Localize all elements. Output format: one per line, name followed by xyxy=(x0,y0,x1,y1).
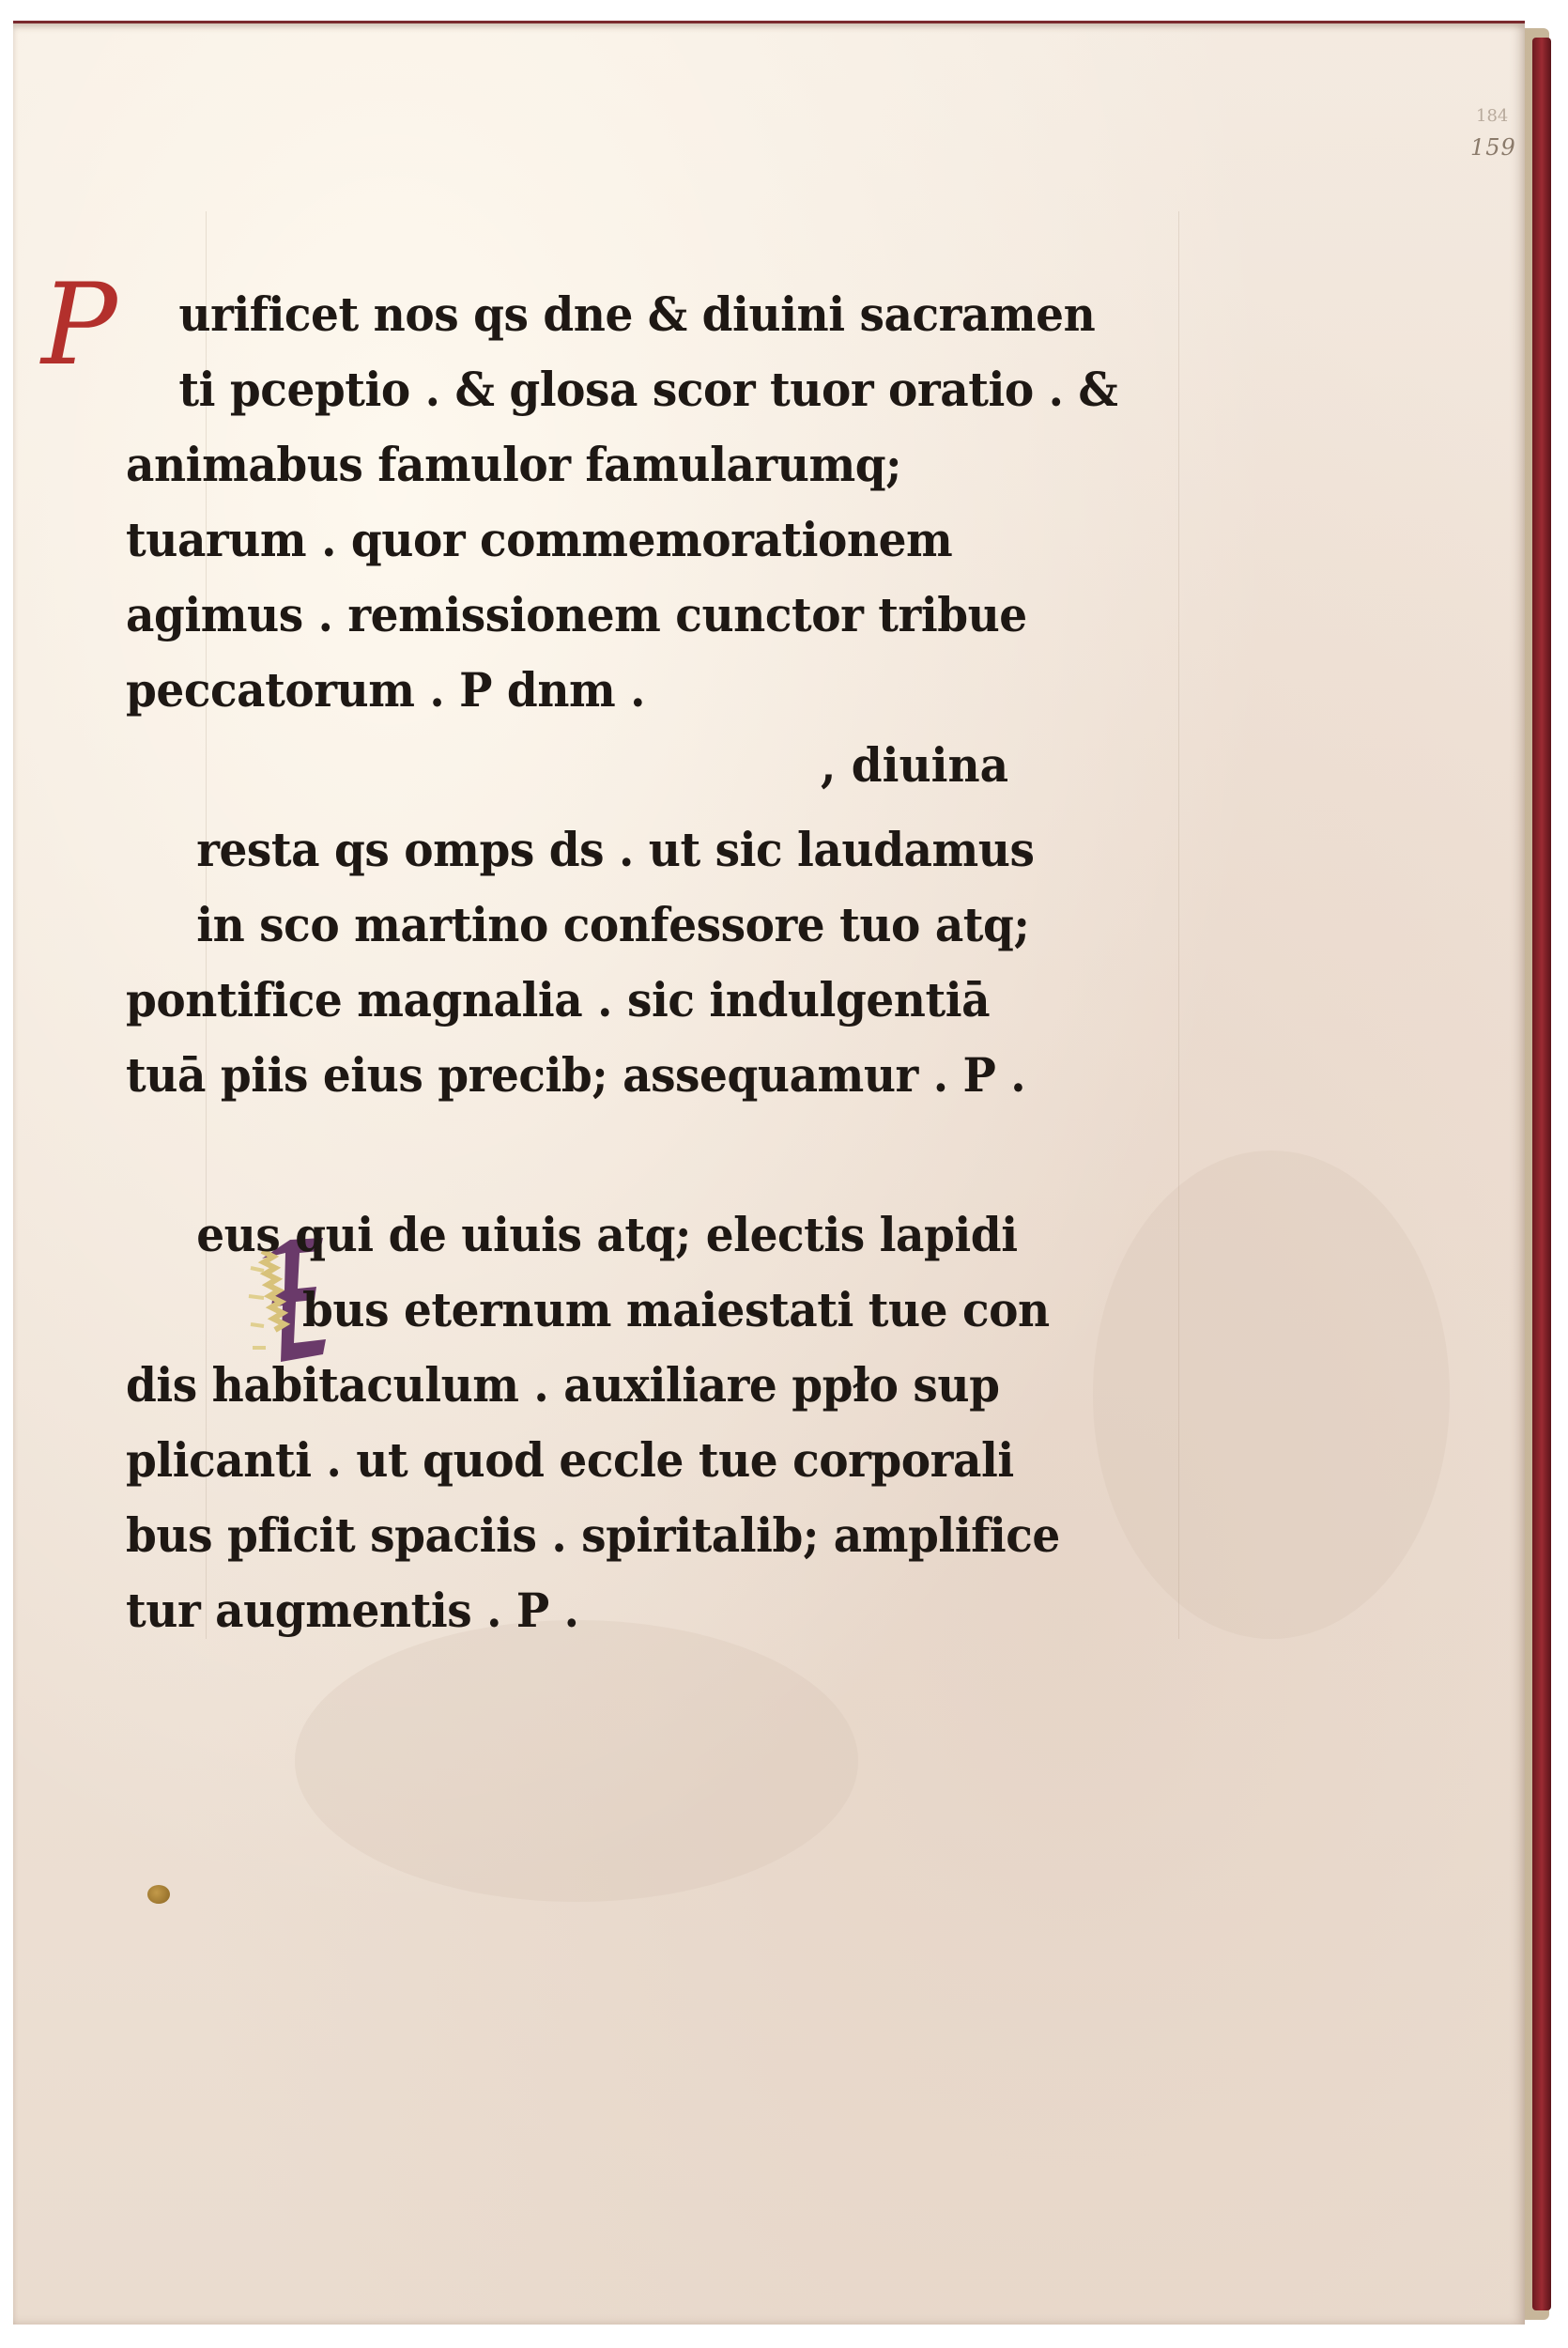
prayer-paragraph xyxy=(126,277,1234,728)
text-line: resta qs omps ds . ut sic laudamus xyxy=(196,822,1035,877)
text-line: peccatorum . P dnm . xyxy=(126,662,646,718)
text-line: plicanti . ut quod eccle tue corporali xyxy=(126,1432,1014,1488)
main-text-block xyxy=(126,277,1234,1648)
prayer-paragraph xyxy=(126,812,1234,1113)
paragraph-gap xyxy=(126,1113,1234,1197)
parchment-leaf xyxy=(13,21,1525,2325)
text-line: tur augmentis . P . xyxy=(126,1583,579,1638)
text-line: bus pficit spaciis . spiritalib; amplifice xyxy=(126,1507,1060,1563)
parchment-stain xyxy=(295,1620,858,1902)
text-line: ti pceptio . & glosa scor tuor oratio . & xyxy=(178,362,1118,417)
text-line: dis habitaculum . auxiliare ppło sup xyxy=(126,1357,1000,1413)
paragraph-gap xyxy=(126,728,1234,812)
interlinear-addition: , diuina xyxy=(821,737,1009,793)
ink-spot xyxy=(147,1885,170,1904)
prayer-paragraph xyxy=(126,1197,1234,1648)
text-line: pontifice magnalia . sic indulgentiā xyxy=(126,972,991,1027)
text-line: animabus famulor famularumq; xyxy=(126,437,902,492)
folio-number: 159 xyxy=(1470,134,1516,161)
binding-edge xyxy=(1532,38,1551,2310)
rubricated-initial: P xyxy=(41,260,117,391)
text-line: urificet nos qs dne & diuini sacramen xyxy=(178,286,1096,342)
text-line: tuarum . quor commemorationem xyxy=(126,512,953,567)
text-line: agimus . remissionem cunctor tribue xyxy=(126,587,1027,642)
text-line: tuā piis eius precib; assequamur . P . xyxy=(126,1047,1026,1103)
faint-folio-mark: 184 xyxy=(1476,106,1509,126)
text-line: eus qui de uiuis atq; electis lapidi xyxy=(196,1207,1018,1262)
text-line: in sco martino confessore tuo atq; xyxy=(196,897,1030,952)
text-line: bus eternum maiestati tue con xyxy=(302,1282,1050,1337)
